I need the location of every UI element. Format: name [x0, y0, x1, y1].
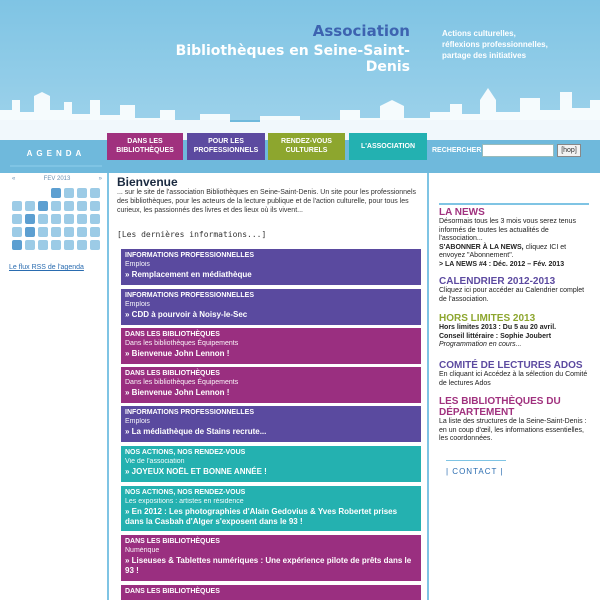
calendar-day-cell[interactable] [64, 240, 74, 250]
news-title[interactable]: » La médiathèque de Stains recrute... [125, 427, 267, 436]
news-title[interactable]: » Liseuses & Tablettes numériques : Une expérience pilote de prêts dans le 93 ! [125, 556, 412, 575]
news-subcategory: Les expositions : artistes en résidence [125, 498, 244, 505]
departement-block [439, 396, 589, 444]
news-subcategory: Vie de l'association [125, 458, 185, 465]
search-input[interactable] [482, 144, 554, 157]
calendar-day-cell[interactable] [90, 240, 100, 250]
search-label: RECHERCHER [432, 147, 482, 154]
calendar-day-cell[interactable] [51, 214, 61, 224]
news-item[interactable] [121, 585, 421, 600]
divider [446, 460, 506, 461]
tagline-line: Actions culturelles, [442, 29, 516, 38]
la-news-text: Désormais tous les 3 mois vous serez tenus informés de toutes les actualités de l'association... [439, 218, 576, 242]
search-button[interactable]: [hop] [557, 144, 581, 157]
news-item[interactable] [121, 367, 421, 403]
latest-news-label[interactable]: [Les dernières informations...] [117, 230, 267, 239]
news-subcategory: Dans les bibliothèques Équipements [125, 340, 239, 347]
calendar-day-cell[interactable] [77, 214, 87, 224]
tab-association[interactable]: L'ASSOCIATION [349, 133, 427, 160]
tab-dans-les-bibliotheques[interactable]: DANS LES BIBLIOTHÈQUES [107, 133, 183, 160]
news-category: NOS ACTIONS, NOS RENDEZ-VOUS [125, 489, 246, 496]
news-subcategory: Emplois [125, 301, 150, 308]
calendar-blank-cell [38, 188, 48, 198]
hors-limites-programme: Programmation en cours... [439, 341, 522, 348]
hors-limites-block [439, 313, 589, 350]
news-title[interactable]: » Bienvenue John Lennon ! [125, 349, 230, 358]
calendar-day-cell[interactable] [12, 227, 22, 237]
la-news-block [439, 203, 589, 269]
tab-rendez-vous-culturels[interactable]: RENDEZ-VOUS CULTURELS [268, 133, 345, 160]
news-title[interactable]: » CDD à pourvoir à Noisy-le-Sec [125, 310, 248, 319]
calendar-day-cell[interactable] [90, 188, 100, 198]
calendar-day-cell[interactable] [38, 240, 48, 250]
calendar-day-cell[interactable] [64, 188, 74, 198]
news-category: DANS LES BIBLIOTHÈQUES [125, 370, 220, 377]
calendar-day-cell[interactable] [90, 214, 100, 224]
la-news-issue-link[interactable]: > LA NEWS #4 : Déc. 2012 – Fév. 2013 [439, 260, 565, 268]
calendar-day-cell[interactable] [90, 201, 100, 211]
subscribe-bold: S'ABONNER À LA NEWS, [439, 243, 524, 251]
news-item[interactable] [121, 406, 421, 442]
comite-block [439, 360, 589, 388]
news-item[interactable] [121, 249, 421, 285]
welcome-text: ... sur le site de l'association Bibliothèques en Seine-Saint-Denis. Un site pour les professionnels des bibliothèques, pour les acteurs de la lecture publique et de l'action culturelle, pour tous les curieux, les passionnés des livres et des lieux où ils vivent... [117, 189, 416, 214]
la-news-title[interactable]: LA NEWS [439, 207, 485, 218]
calendar-day-cell[interactable] [12, 201, 22, 211]
calendar-blank-cell [12, 188, 22, 198]
calendar-month: FEV 2013 [43, 176, 71, 182]
news-subcategory: Emplois [125, 418, 150, 425]
calendar-block [439, 276, 589, 304]
news-category: NOS ACTIONS, NOS RENDEZ-VOUS [125, 449, 246, 456]
calendar-day-cell[interactable] [25, 227, 35, 237]
news-category: DANS LES BIBLIOTHÈQUES [125, 588, 220, 595]
calendar-day-cell[interactable] [64, 227, 74, 237]
hors-limites-conseil: Conseil littéraire : Sophie Joubert [439, 332, 552, 340]
calendar-grid [12, 188, 102, 250]
news-item[interactable] [121, 328, 421, 364]
calendar-day-cell[interactable] [77, 227, 87, 237]
prev-month-button[interactable]: « [12, 176, 16, 182]
calendar-day-cell[interactable] [77, 240, 87, 250]
news-subcategory: Dans les bibliothèques Équipements [125, 379, 239, 386]
news-title[interactable]: » JOYEUX NOËL ET BONNE ANNÉE ! [125, 467, 267, 476]
calendar-day-cell[interactable] [25, 214, 35, 224]
calendar-day-cell[interactable] [38, 201, 48, 211]
calendar-blank-cell [25, 188, 35, 198]
hors-limites-dates: Hors limites 2013 : Du 5 au 20 avril. [439, 324, 557, 331]
calendar-title[interactable]: CALENDRIER 2012-2013 [439, 276, 556, 287]
calendar-header [12, 176, 102, 186]
next-month-button[interactable]: » [98, 176, 102, 182]
calendar-text[interactable]: Cliquez ici pour accéder au Calendrier complet de l'association. [439, 287, 585, 303]
la-news-subscribe[interactable] [439, 244, 589, 261]
news-title[interactable]: » Bienvenue John Lennon ! [125, 388, 230, 397]
calendar-day-cell[interactable] [77, 201, 87, 211]
calendar-day-cell[interactable] [51, 227, 61, 237]
tab-pour-les-professionnels[interactable]: POUR LES PROFESSIONNELS [187, 133, 265, 160]
news-category: DANS LES BIBLIOTHÈQUES [125, 331, 220, 338]
agenda-title: AGENDA [26, 149, 86, 158]
skyline-illustration [0, 70, 600, 140]
site-tagline [442, 28, 592, 61]
calendar-day-cell[interactable] [12, 214, 22, 224]
calendar-day-cell[interactable] [90, 227, 100, 237]
calendar-day-cell[interactable] [25, 240, 35, 250]
agenda-calendar [12, 176, 102, 250]
news-title[interactable]: » En 2012 : Les photographies d'Alain Gedovius & Yves Robertet prises dans la Casbah d'Alger s'exposent dans le 93 ! [125, 507, 398, 526]
calendar-blank-cell [51, 188, 61, 198]
news-subcategory: Emplois [125, 261, 150, 268]
news-category: INFORMATIONS PROFESSIONNELLES [125, 292, 254, 299]
calendar-day-cell[interactable] [25, 201, 35, 211]
calendar-day-cell[interactable] [38, 227, 48, 237]
news-category: INFORMATIONS PROFESSIONNELLES [125, 409, 254, 416]
contact-link[interactable]: | CONTACT | [446, 467, 504, 476]
news-item[interactable] [121, 535, 421, 581]
calendar-day-cell[interactable] [38, 214, 48, 224]
subscribe-text: cliquez ICI et envoyez "Abonnement". [439, 243, 567, 259]
calendar-day-cell[interactable] [12, 240, 22, 250]
news-item[interactable] [121, 446, 421, 482]
calendar-day-cell[interactable] [77, 188, 87, 198]
site-title-label: Association [312, 22, 410, 40]
departement-title[interactable]: LES BIBLIOTHÈQUES DU DÉPARTEMENT [439, 396, 561, 418]
news-title[interactable]: » Remplacement en médiathèque [125, 270, 252, 279]
site-title[interactable] [160, 22, 410, 75]
divider [439, 203, 589, 205]
hors-limites-title[interactable]: HORS LIMITES 2013 [439, 313, 536, 324]
news-item[interactable] [121, 289, 421, 325]
calendar-day-cell[interactable] [51, 201, 61, 211]
news-category: DANS LES BIBLIOTHÈQUES [125, 538, 220, 545]
news-item[interactable] [121, 486, 421, 531]
site-title-name: Bibliothèques en Seine-Saint-Denis [175, 43, 410, 75]
comite-title[interactable]: COMITÉ DE LECTURES ADOS [439, 360, 583, 371]
tagline-line: réflexions professionnelles, [442, 40, 548, 49]
calendar-day-cell[interactable] [64, 214, 74, 224]
agenda-rss-link[interactable]: Le flux RSS de l'agenda [9, 264, 84, 271]
news-subcategory: Numérique [125, 547, 160, 554]
departement-text: La liste des structures de la Seine-Saint-Denis : en un coup d'œil, les informations essentielles, les coordonnées. [439, 418, 587, 442]
site-header [0, 0, 600, 173]
comite-text[interactable]: En cliquant ici Accédez à la sélection du Comité de lectures Ados [439, 371, 588, 387]
calendar-day-cell[interactable] [64, 201, 74, 211]
calendar-day-cell[interactable] [51, 240, 61, 250]
news-category: INFORMATIONS PROFESSIONNELLES [125, 252, 254, 259]
divider [10, 165, 102, 167]
tagline-line: partage des initiatives [442, 51, 527, 60]
welcome-title: Bienvenue [117, 175, 178, 189]
